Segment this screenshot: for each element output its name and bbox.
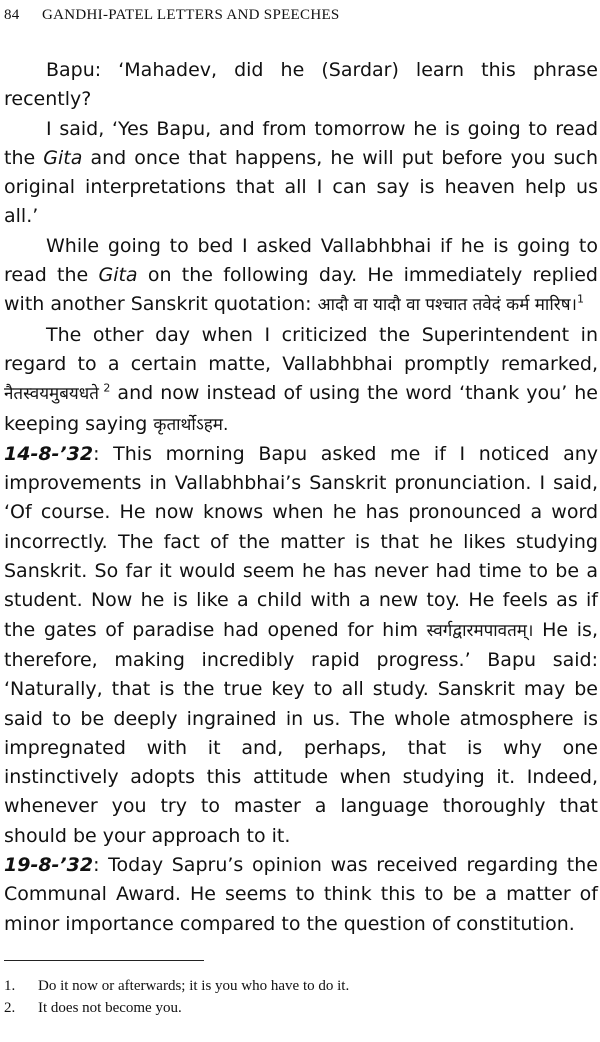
paragraph-4 [4,321,598,440]
p4-sanskrit-1: नैतस्वयमुबयधते [4,384,99,405]
footnote-text: Do it now or afterwards; it is you who have to do it. [38,978,350,994]
p3-text-b: on the following day. He immediately replied with another Sanskrit quotation: [4,264,598,316]
entry-date: 19-8-’32 [4,854,94,877]
paragraph-2 [4,115,598,232]
p5-sanskrit: स्वर्गद्वारमपावतम्। [426,620,534,641]
p2-text-a: I said, ‘Yes Bapu, and from tomorrow he is going to read the [4,117,598,169]
page-number: 84 [4,7,20,23]
p3-sanskrit-quote: आदौ वा यादौ वा पश्चात तवेदं कर्म मारिष। [317,295,577,316]
diary-entry-19-8-32 [4,851,598,939]
paragraph-1 [4,56,598,115]
entry-date: 14-8-’32 [4,442,94,465]
p2-gita: Gita [43,146,83,169]
p6-text-a: : Today Sapru’s opinion was received regarding the Communal Award. He seems to think this to be a matter of minor importance compared to the question of constitution. [4,854,598,935]
p4-text-a: The other day when I criticized the Superintendent in regard to a certain matte, Vallabhbhai promptly remarked, [4,323,598,375]
p4-text-b: and now instead of using the word ‘thank you’ he keeping saying [4,382,598,435]
p1-text: Bapu: ‘Mahadev, did he (Sardar) learn this phrase recently? [4,59,598,111]
p3-gita: Gita [98,264,138,287]
footnote-text: It does not become you. [38,1000,182,1016]
footnote-number: 1. [4,978,16,994]
p5-text-b: He is, therefore, making incredibly rapid progress.’ Bapu said: ‘Naturally, that is the true key to all study. Sanskrit may be said to be deeply ingrained in us. The whole atmosphere is impregnated with it and, perhaps, that is why one instinctively adopts this attitude when studying it. Indeed, whenever you try to master a language thoroughly that should be your approach to it. [4,618,598,847]
p4-sanskrit-2: कृतार्थोऽहम. [153,414,229,435]
running-header [4,4,594,26]
p2-text-b: and once that happens, he will put before you such original interpretations that all I can say is heaven help us all.’ [4,146,598,228]
footnote-ref-2: 2 [98,381,111,395]
footnote-1 [4,975,594,997]
running-title: GANDHI-PATEL LETTERS AND SPEECHES [42,7,340,23]
diary-entry-14-8-32 [4,440,598,851]
paragraph-3 [4,232,598,321]
footnote-2 [4,997,594,1019]
p5-text-a: : This morning Bapu asked me if I noticed any improvements in Vallabhbhai’s Sanskrit pronunciation. I said, ‘Of course. He now knows when he has pronounced a word incorrectly. The fact of the matter is that he likes studying Sanskrit. So far it would seem he has never had time to be a student. Now he is like a child with a new toy. He feels as if the gates of paradise had opened for him [4,442,598,641]
footnote-number: 2. [4,1000,16,1016]
footnote-divider [4,960,204,961]
p3-text-a: While going to bed I asked Vallabhbhai if he is going to read the [4,234,598,287]
body-text [4,56,598,939]
footnote-ref-1: 1 [576,293,584,307]
footnotes [4,975,594,1019]
